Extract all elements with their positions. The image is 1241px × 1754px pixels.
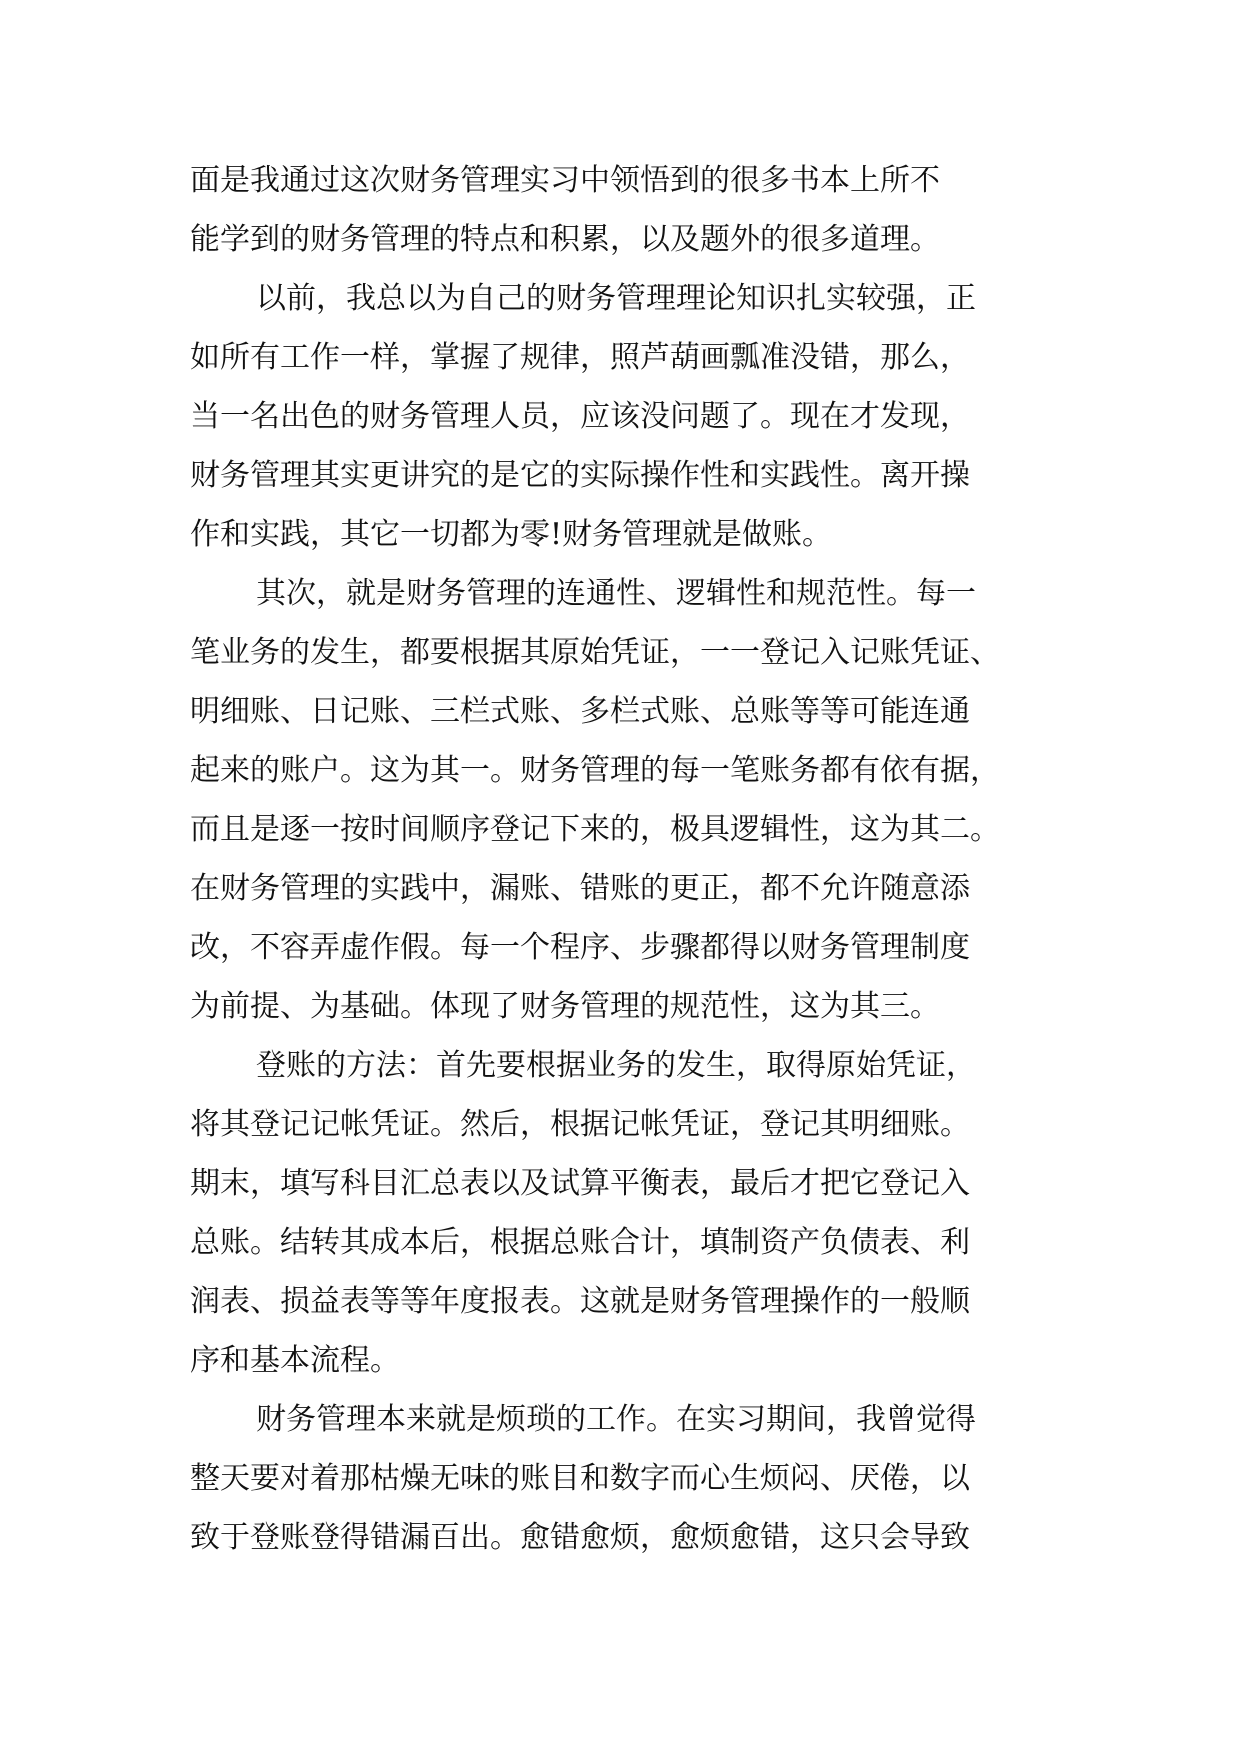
text-line: 财务管理其实更讲究的是它的实际操作性和实践性。离开操 <box>190 458 970 493</box>
text-line: 如所有工作一样，掌握了规律，照芦葫画瓢准没错，那么， <box>190 340 970 375</box>
text-line: 作和实践，其它一切都为零!财务管理就是做账。 <box>190 517 833 552</box>
text-line: 起来的账户。这为其一。财务管理的每一笔账务都有依有据， <box>190 753 1000 788</box>
text-line: 致于登账登得错漏百出。愈错愈烦，愈烦愈错，这只会导致 <box>190 1520 970 1555</box>
text-line: 期末，填写科目汇总表以及试算平衡表，最后才把它登记入 <box>190 1166 970 1201</box>
text-line: 改，不容弄虚作假。每一个程序、步骤都得以财务管理制度 <box>190 930 970 965</box>
text-line: 其次，就是财务管理的连通性、逻辑性和规范性。每一 <box>256 576 976 611</box>
text-line: 笔业务的发生，都要根据其原始凭证，一一登记入记账凭证、 <box>190 635 1000 670</box>
text-line: 在财务管理的实践中，漏账、错账的更正，都不允许随意添 <box>190 871 970 906</box>
paragraph-3 <box>190 564 1070 1036</box>
text-line: 能学到的财务管理的特点和积累，以及题外的很多道理。 <box>190 222 940 257</box>
paragraph-4 <box>190 1036 1070 1390</box>
text-line: 而且是逐一按时间顺序登记下来的，极具逻辑性，这为其二。 <box>190 812 1000 847</box>
text-line: 序和基本流程。 <box>190 1343 400 1378</box>
paragraph-2 <box>190 269 1070 564</box>
text-line: 明细账、日记账、三栏式账、多栏式账、总账等等可能连通 <box>190 694 970 729</box>
paragraph-1 <box>190 151 1070 269</box>
paragraph-5 <box>190 1390 1070 1567</box>
text-line: 面是我通过这次财务管理实习中领悟到的很多书本上所不 <box>190 163 940 198</box>
document-body <box>190 151 1070 1567</box>
text-line: 以前，我总以为自己的财务管理理论知识扎实较强，正 <box>256 281 976 316</box>
text-line: 润表、损益表等等年度报表。这就是财务管理操作的一般顺 <box>190 1284 970 1319</box>
text-line: 当一名出色的财务管理人员，应该没问题了。现在才发现， <box>190 399 970 434</box>
text-line: 整天要对着那枯燥无味的账目和数字而心生烦闷、厌倦，以 <box>190 1461 970 1496</box>
text-line: 为前提、为基础。体现了财务管理的规范性，这为其三。 <box>190 989 940 1024</box>
text-line: 总账。结转其成本后，根据总账合计，填制资产负债表、利 <box>190 1225 970 1260</box>
text-line: 登账的方法：首先要根据业务的发生，取得原始凭证， <box>256 1048 976 1083</box>
text-line: 财务管理本来就是烦琐的工作。在实习期间，我曾觉得 <box>256 1402 976 1437</box>
text-line: 将其登记记帐凭证。然后，根据记帐凭证，登记其明细账。 <box>190 1107 970 1142</box>
